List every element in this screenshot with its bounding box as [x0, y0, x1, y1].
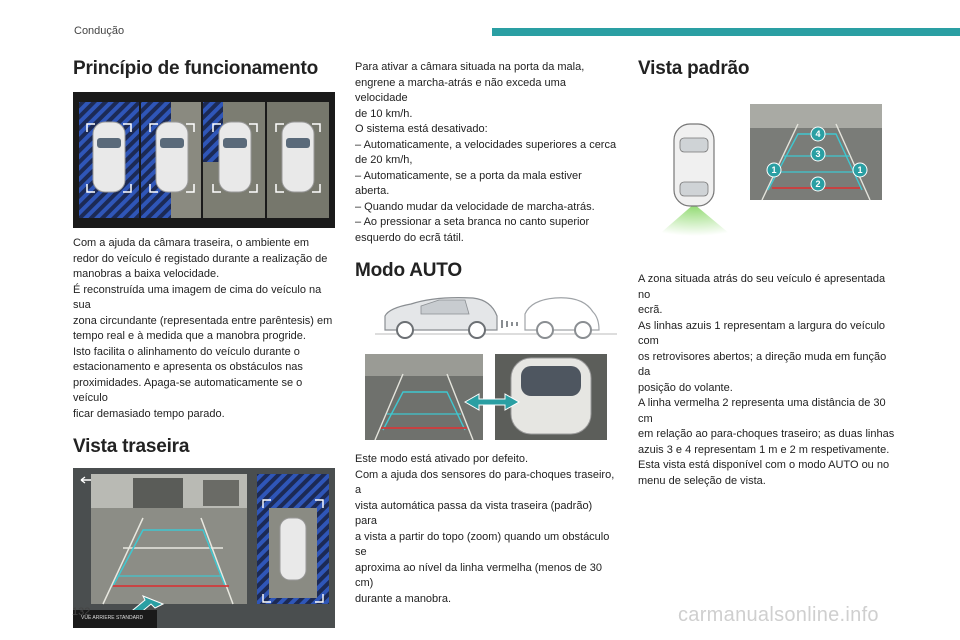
text-line: Este modo está ativado por defeito.	[355, 453, 529, 465]
heading-rear-view: Vista traseira	[73, 436, 190, 457]
text-line: zona circundante (representada entre parêntesis) em	[73, 314, 333, 327]
text-line: proximidades. Apaga-se automaticamente se o veículo	[73, 376, 303, 404]
marker-label: 2	[815, 179, 821, 189]
page-number: 132	[72, 606, 91, 618]
column-2	[355, 60, 617, 607]
text-line: engrene a marcha-atrás e não exceda uma velocidade	[355, 76, 566, 104]
text-line: – Automaticamente, se a porta da mala estiver aberta.	[355, 169, 582, 197]
text-line: redor do veículo é registado durante a realização de	[73, 252, 328, 265]
text-line: manobras a baixa velocidade.	[73, 268, 220, 280]
heading-standard-view: Vista padrão	[638, 58, 750, 79]
rear-view-screen-image	[73, 468, 335, 628]
column-3	[638, 56, 900, 489]
text-line: Para ativar a câmara situada na porta da mala,	[355, 61, 585, 73]
text-line: É reconstruída uma imagem de cima do veículo na sua	[73, 283, 322, 311]
text-line: O sistema está desativado:	[355, 123, 488, 135]
marker-label: 1	[771, 165, 777, 175]
text-line: – Quando mudar da velocidade de marcha-atrás.	[355, 200, 595, 213]
text-line: Isto facilita o alinhamento do veículo durante o	[73, 345, 300, 358]
text-line: – Ao pressionar a seta branca no canto superior	[355, 216, 590, 228]
section-header: Condução	[74, 25, 125, 37]
text-line: de 10 km/h.	[355, 107, 413, 120]
auto-mode-text	[355, 452, 617, 607]
auto-mode-screens	[355, 354, 617, 440]
text-line: em relação ao para-choques traseiro; as duas linhas	[638, 428, 895, 440]
text-line: a vista a partir do topo (zoom) quando um obstáculo se	[355, 530, 610, 558]
text-line: – Automaticamente, a velocidades superiores a cerca	[355, 138, 617, 151]
marker-label: 4	[815, 129, 821, 139]
principle-text	[73, 236, 335, 422]
column-1	[73, 56, 335, 628]
activation-text	[355, 60, 617, 246]
text-line: menu de seleção de vista.	[638, 474, 766, 487]
standard-view-illustration	[638, 94, 900, 244]
text-line: azuis 3 e 4 representam 1 m e 2 m respetivamente.	[638, 443, 890, 456]
text-line: os retrovisores abertos; a direção muda em função da	[638, 350, 887, 378]
screen-label: VUE ARRIERE STANDARD	[81, 615, 144, 621]
text-line: esquerdo do ecrã tátil.	[355, 231, 464, 244]
text-line: ecrã.	[638, 304, 663, 316]
marker-label: 3	[815, 149, 821, 159]
cars-illustration	[355, 290, 617, 342]
standard-view-text	[638, 272, 900, 489]
marker-label: 1	[857, 165, 863, 175]
text-line: Com a ajuda da câmara traseira, o ambiente em	[73, 237, 310, 249]
watermark: carmanualsonline.info	[678, 604, 879, 626]
text-line: Esta vista está disponível com o modo AUTO ou no	[638, 459, 890, 471]
text-line: estacionamento e apresenta os obstáculos nas	[73, 361, 303, 373]
text-line: A zona situada atrás do seu veículo é apresentada no	[638, 273, 886, 301]
heading-auto-mode: Modo AUTO	[355, 260, 462, 281]
text-line: ficar demasiado tempo parado.	[73, 407, 225, 420]
overhead-views-image	[73, 92, 335, 228]
header-accent-bar	[492, 28, 960, 36]
text-line: Com a ajuda dos sensores do para-choques traseiro, a	[355, 468, 615, 496]
text-line: As linhas azuis 1 representam a largura do veículo com	[638, 319, 886, 347]
text-line: de 20 km/h,	[355, 154, 413, 166]
text-line: posição do volante.	[638, 381, 733, 394]
text-line: aproxima ao nível da linha vermelha (menos de 30 cm)	[355, 561, 603, 589]
text-line: vista automática passa da vista traseira (padrão) para	[355, 499, 593, 527]
heading-principle: Princípio de funcionamento	[73, 58, 318, 79]
text-line: durante a manobra.	[355, 592, 452, 605]
text-line: A linha vermelha 2 representa uma distância de 30 cm	[638, 397, 886, 425]
text-line: tempo real e à medida que a manobra progride.	[73, 330, 306, 342]
